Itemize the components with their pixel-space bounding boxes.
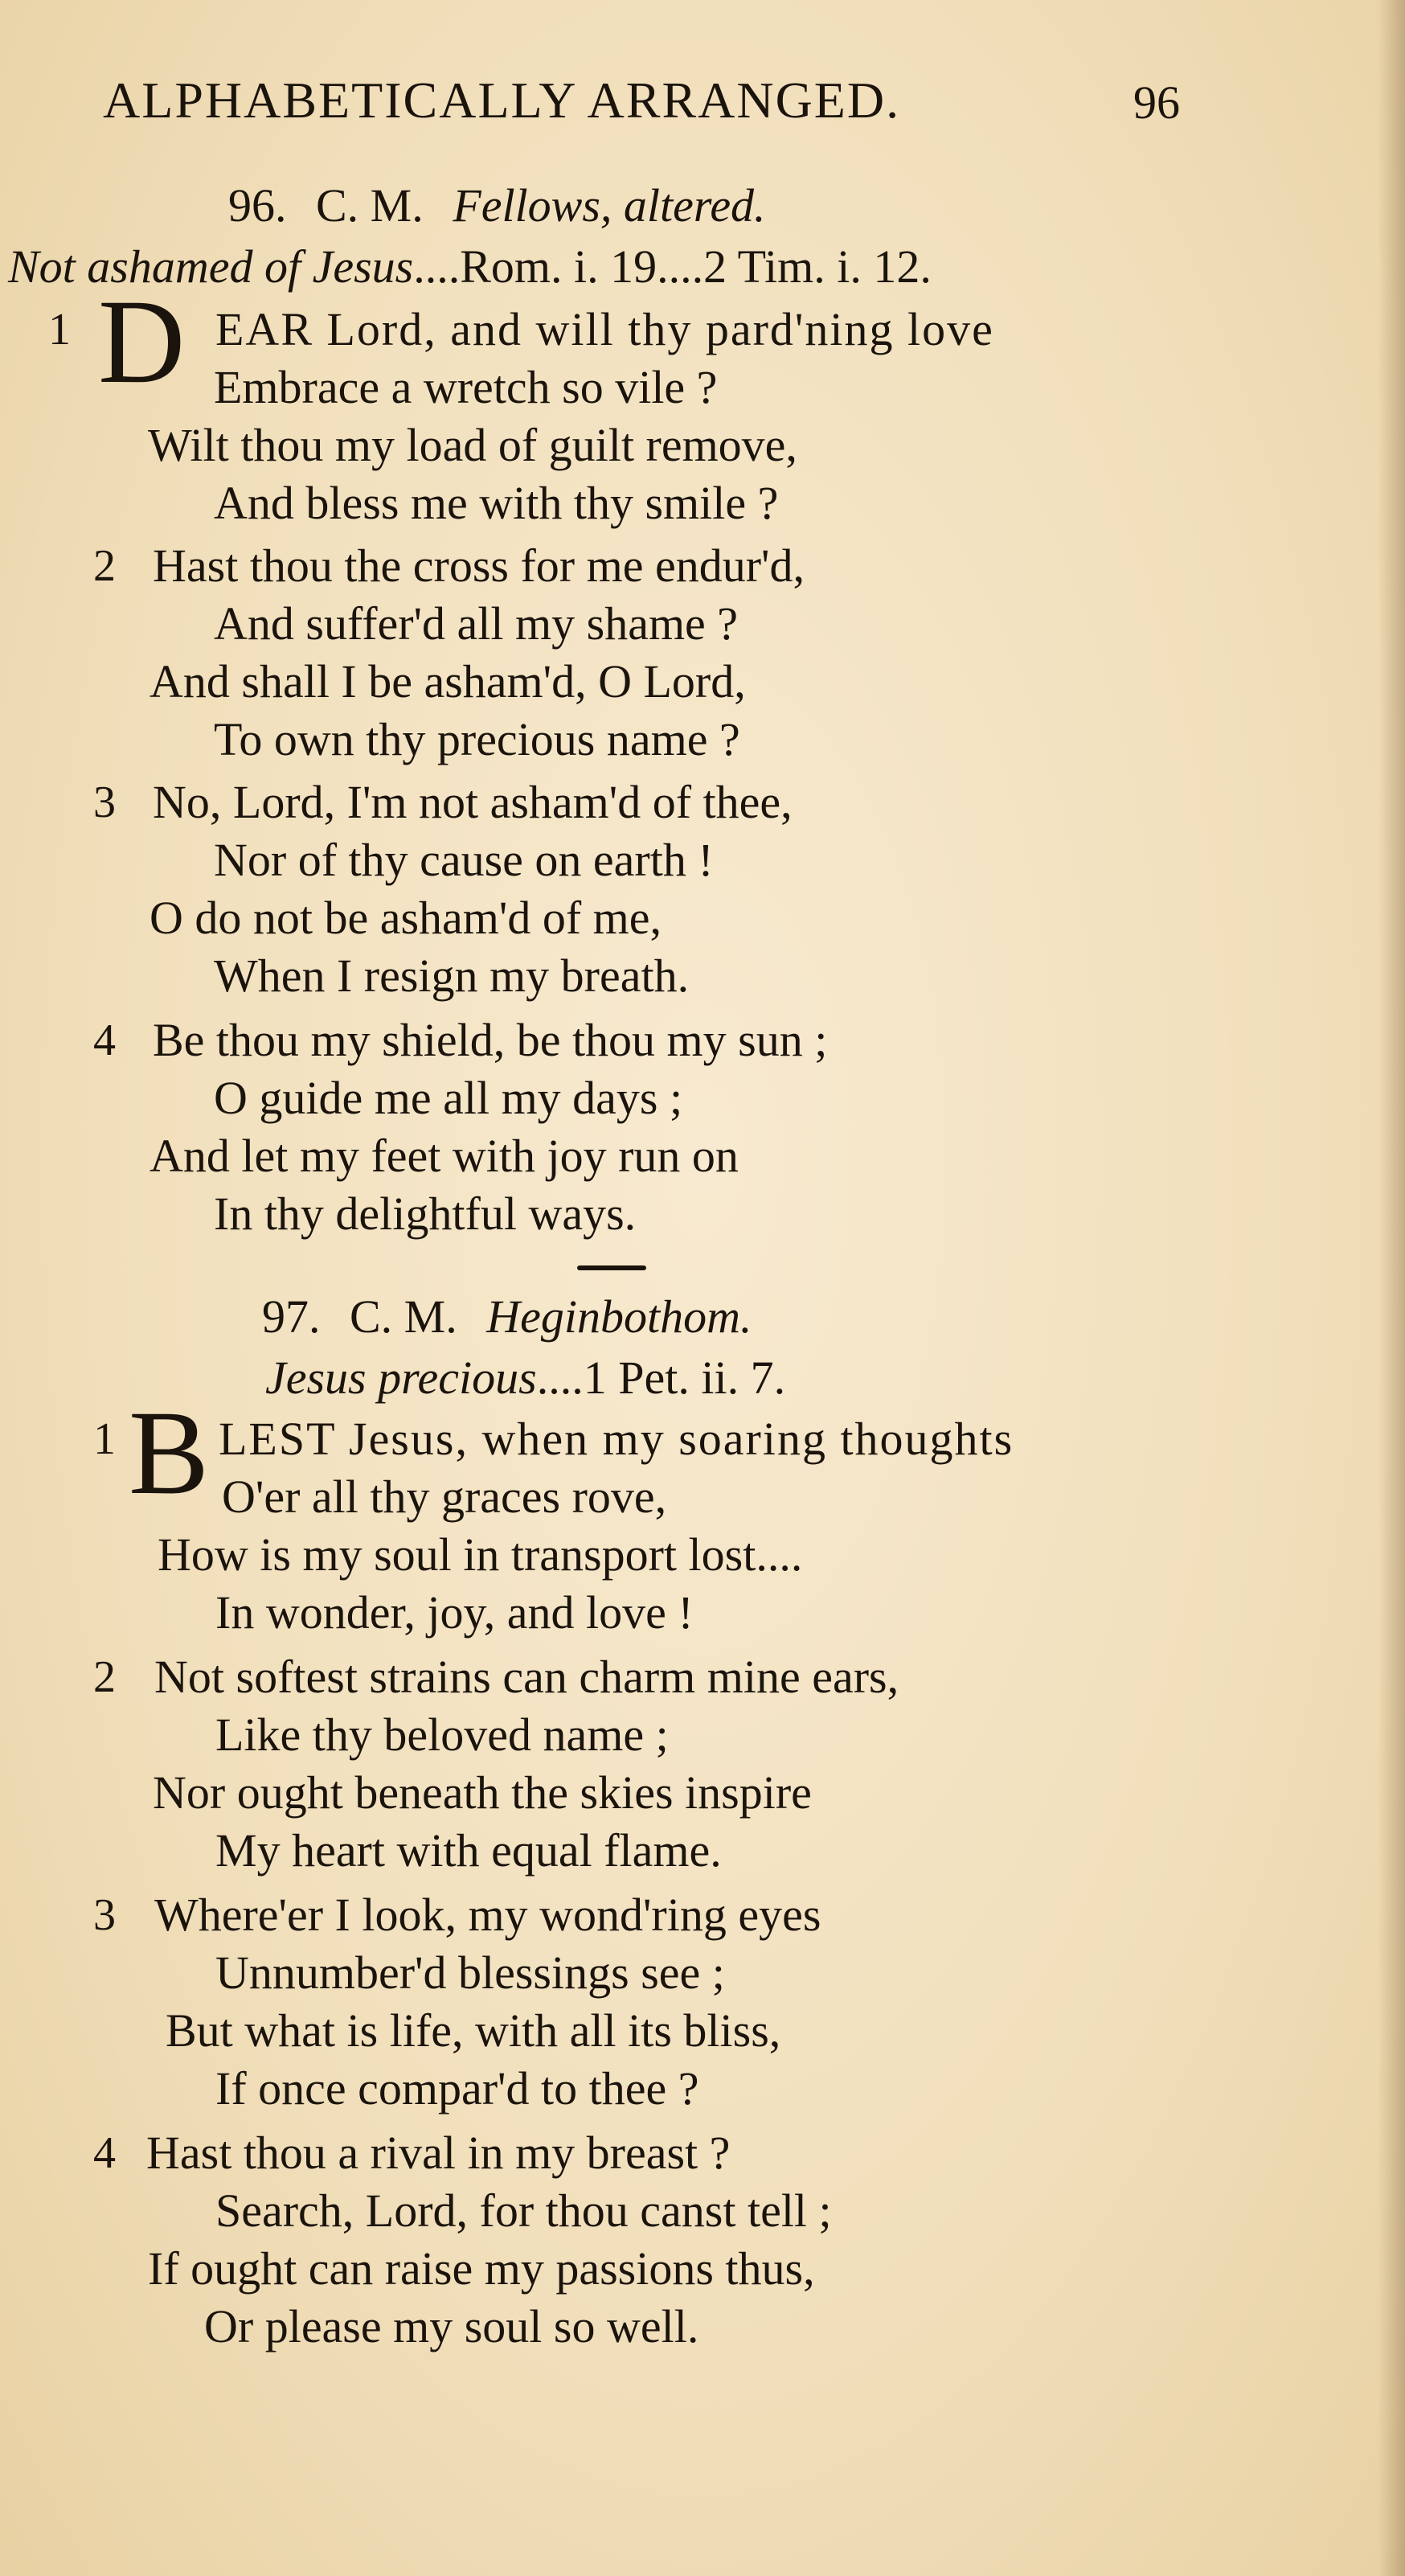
verse-line: LEST Jesus, when my soaring thoughts bbox=[219, 1413, 1014, 1465]
verse-line: But what is life, with all its bliss, bbox=[166, 2004, 781, 2057]
hymn-97-subject bbox=[265, 1351, 785, 1405]
verse-number: 2 bbox=[93, 1652, 116, 1702]
verse-line: Wilt thou my load of guilt remove, bbox=[148, 419, 797, 471]
verse-line: My heart with equal flame. bbox=[215, 1824, 722, 1877]
drop-cap: B bbox=[129, 1386, 210, 1520]
verse-line: If ought can raise my passions thus, bbox=[148, 2242, 815, 2295]
verse-line: Hast thou the cross for me endur'd, bbox=[153, 539, 805, 592]
verse-line: EAR Lord, and will thy pard'ning love bbox=[215, 303, 994, 355]
verse-line: In wonder, joy, and love ! bbox=[215, 1586, 694, 1639]
verse-number: 1 bbox=[93, 1414, 116, 1464]
verse-number: 3 bbox=[93, 1890, 116, 1940]
verse-line: And suffer'd all my shame ? bbox=[214, 597, 739, 650]
scripture-reference: ....Rom. i. 19....2 Tim. i. 12. bbox=[413, 240, 932, 293]
hymn-theme: Jesus precious bbox=[265, 1352, 537, 1404]
verse-line: When I resign my breath. bbox=[214, 950, 690, 1002]
verse-line: Nor of thy cause on earth ! bbox=[214, 834, 714, 886]
hymn-meter: C. M. bbox=[350, 1290, 457, 1343]
page-number: 96 bbox=[1133, 76, 1180, 129]
verse-line: Like thy beloved name ; bbox=[215, 1708, 669, 1761]
verse-line: How is my soul in transport lost.... bbox=[158, 1528, 803, 1581]
verse-line: No, Lord, I'm not asham'd of thee, bbox=[153, 776, 793, 828]
verse-number: 4 bbox=[93, 1015, 116, 1065]
verse-line: In thy delightful ways. bbox=[214, 1188, 637, 1240]
verse-line: O do not be asham'd of me, bbox=[150, 892, 662, 944]
verse-line: Hast thou a rival in my breast ? bbox=[146, 2127, 731, 2179]
hymn-meter: C. M. bbox=[316, 179, 424, 232]
verse-line: Or please my soul so well. bbox=[204, 2300, 699, 2352]
verse-line: And bless me with thy smile ? bbox=[214, 477, 779, 529]
verse-line: Be thou my shield, be thou my sun ; bbox=[153, 1014, 828, 1066]
verse-line: Nor ought beneath the skies inspire bbox=[153, 1766, 812, 1819]
drop-cap: D bbox=[98, 275, 186, 408]
hymn-96-heading bbox=[228, 178, 766, 232]
verse-number: 4 bbox=[93, 2128, 116, 2178]
running-title: ALPHABETICALLY ARRANGED. bbox=[103, 72, 901, 129]
verse-line: And shall I be asham'd, O Lord, bbox=[150, 655, 746, 708]
verse-line: O guide me all my days ; bbox=[214, 1072, 683, 1124]
verse-line: Embrace a wretch so vile ? bbox=[214, 361, 718, 413]
verse-line: O'er all thy graces rove, bbox=[222, 1471, 667, 1523]
page-edge-shadow bbox=[1378, 0, 1405, 2576]
verse-line: Unnumber'd blessings see ; bbox=[215, 1946, 725, 1999]
verse-line: To own thy precious name ? bbox=[214, 713, 740, 765]
hymn-number: 96. bbox=[228, 179, 287, 232]
verse-line: Search, Lord, for thou canst tell ; bbox=[215, 2184, 832, 2237]
scripture-reference: ....1 Pet. ii. 7. bbox=[536, 1352, 786, 1404]
section-divider bbox=[577, 1265, 646, 1270]
verse-number: 3 bbox=[93, 777, 116, 827]
hymn-author: Fellows, altered. bbox=[453, 179, 766, 232]
hymn-theme: Not ashamed of Jesus bbox=[8, 240, 414, 293]
verse-line: Where'er I look, my wond'ring eyes bbox=[154, 1889, 821, 1941]
verse-line: And let my feet with joy run on bbox=[150, 1130, 739, 1182]
hymn-author: Heginbothom. bbox=[486, 1290, 752, 1343]
hymn-97-heading bbox=[262, 1290, 752, 1343]
verse-line: If once compar'd to thee ? bbox=[215, 2062, 699, 2115]
verse-line: Not softest strains can charm mine ears, bbox=[154, 1651, 899, 1703]
hymn-number: 97. bbox=[262, 1290, 321, 1343]
verse-number: 1 bbox=[48, 305, 71, 355]
verse-number: 2 bbox=[93, 541, 116, 591]
